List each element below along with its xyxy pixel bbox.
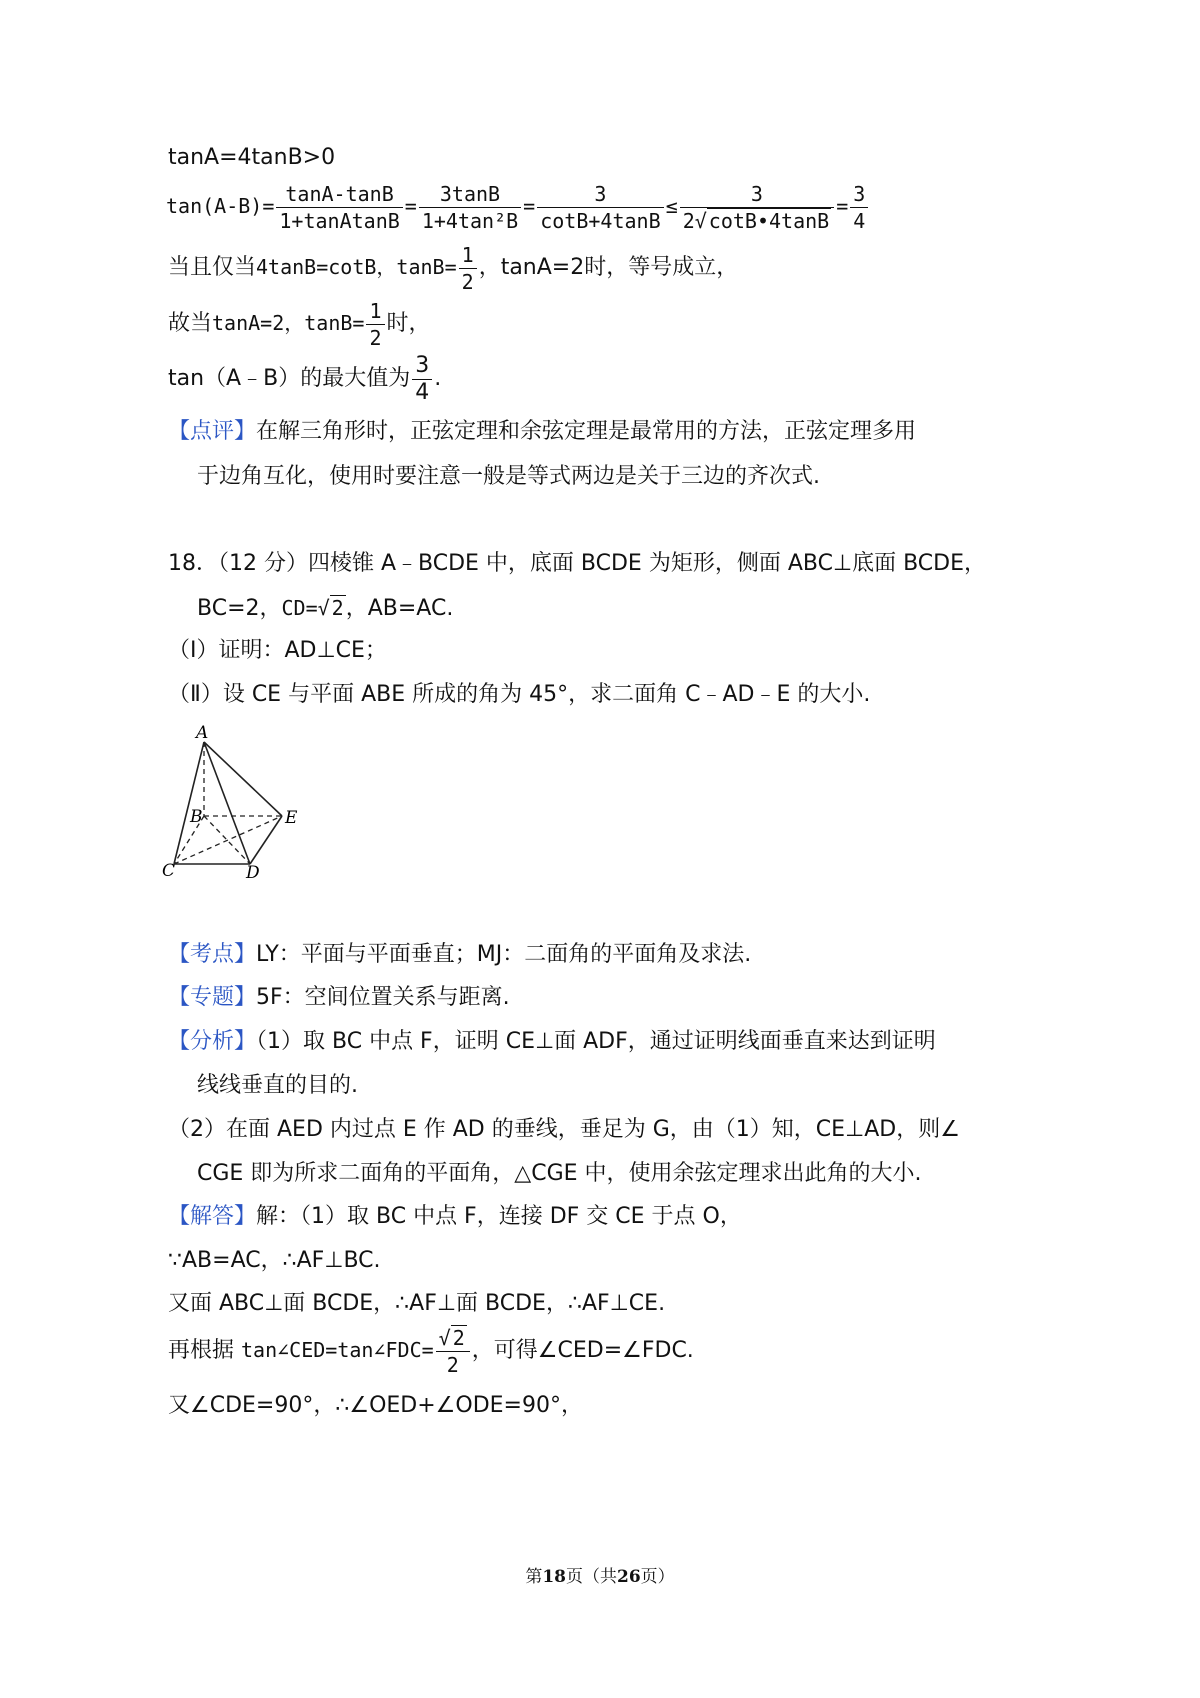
label-C: C: [162, 861, 176, 881]
sqrt-sign: √ 2: [438, 1325, 465, 1350]
eq-tanA: tanA=4tanB>0: [168, 145, 336, 170]
total-page-number: 26: [617, 1567, 641, 1587]
page-footer: 第18页（共26页）: [525, 1567, 675, 1587]
comment-line-2: 于边角互化，使用时要注意一般是等式两边是关于三边的齐次式.: [197, 464, 820, 489]
text-line-1: [168, 142, 335, 174]
question-18-part-1: （Ⅰ）证明：AD⊥CE；: [168, 638, 387, 663]
question-18-line-1: 18．（12 分）四棱锥 A﹣BCDE 中，底面 BCDE 为矩形，侧面 ABC⊥底面 BCDE，: [168, 551, 986, 576]
fraction-3: $\frac{3}{\cot B+4\tan B}$: [537, 181, 663, 234]
fenxi-tag: 【分析】: [168, 1029, 257, 1054]
question-18-part-2: （Ⅱ）设 CE 与平面 ABE 所成的角为 45°，求二面角 C﹣AD﹣E 的大小.: [168, 682, 871, 707]
sqrt-sign: √ 2: [317, 596, 344, 620]
fenxi-line-1: 【分析】（1）取 BC 中点 F，证明 CE⊥面 ADF，通过证明线面垂直来达到证明: [168, 1029, 936, 1054]
text-line-5: tan（A﹣B）的最大值为 $\frac{3}{4}$ .: [168, 352, 442, 405]
fraction-sqrt2-over-2: $\frac{√ 2}{2}$: [436, 1325, 470, 1378]
zhuanti-tag: 【专题】: [168, 985, 257, 1010]
edge-AE: [204, 742, 282, 816]
fenxi-line-4: CGE 即为所求二面角的平面角，△CGE 中，使用余弦定理求出此角的大小.: [197, 1161, 922, 1186]
kaodian-tag: 【考点】: [168, 942, 257, 967]
fraction-5: $\frac{3}{4}$: [850, 181, 868, 234]
fraction-half-2: $\frac{1}{2}$: [366, 298, 384, 351]
zhuanti-line: 【专题】5F：空间位置关系与距离.: [168, 985, 510, 1010]
fraction-1: $\frac{\tan A-\tan B}{\text{1+tanAtanB}}$: [276, 181, 402, 234]
pyramid-figure: [158, 722, 318, 882]
edge-AD: [204, 742, 250, 864]
fraction-three-quarters: $\frac{3}{4}$: [412, 353, 432, 406]
comment-line-1: 【点评】在解三角形时，正弦定理和余弦定理是最常用的方法，正弦定理多用: [168, 419, 917, 444]
text-line-3: 当且仅当4tanB=cotB，tanB= $\frac{1}{2}$ ，tanA=2时，等号成立，: [168, 242, 739, 294]
fraction-4: $\frac{3}{2√ \cot B•4\tan B}$: [680, 181, 835, 234]
jieda-line-5: 又∠CDE=90°，∴∠OED+∠ODE=90°，: [168, 1393, 583, 1418]
jieda-line-4: 再根据 tan∠CED=tan∠FDC= $\frac{√ 2}{2}$ ，可得∠CED=∠FDC.: [168, 1325, 694, 1377]
jieda-line-2: ∵AB=AC，∴AF⊥BC.: [168, 1248, 381, 1273]
label-A: A: [196, 723, 209, 743]
label-D: D: [246, 863, 260, 882]
comment-tag: 【点评】: [168, 419, 257, 444]
question-18-line-2: BC=2，CD=√ 2，AB=AC.: [197, 592, 453, 625]
text-line-4: 故当tanA=2，tanB= $\frac{1}{2}$ 时，: [168, 298, 431, 350]
edge-AC: [174, 742, 204, 864]
jieda-tag: 【解答】: [168, 1204, 257, 1229]
text-line-2: tan(A-B)= $\frac{\tan A-\tan B}{\text{1+tanAtanB}}$ = $\frac{3\tan B}{\text{1+4tan²B}}$ = $\frac{3}{\cot B+4\tan B}$ ≤ $\frac{3}{2√ \cot B•4\tan B}$ = $\frac{3}{4}$: [166, 178, 870, 234]
sqrt-sign: √ cotB•4tanB: [694, 209, 830, 233]
jieda-line-1: 【解答】解：（1）取 BC 中点 F，连接 DF 交 CE 于点 O，: [168, 1204, 742, 1229]
current-page-number: 18: [542, 1567, 566, 1587]
label-E: E: [285, 808, 298, 828]
fraction-half: $\frac{1}{2}$: [459, 242, 477, 295]
jieda-line-3: 又面 ABC⊥面 BCDE，∴AF⊥面 BCDE，∴AF⊥CE.: [168, 1291, 666, 1316]
fenxi-line-2: 线线垂直的目的.: [197, 1073, 358, 1098]
label-B: B: [190, 807, 203, 827]
eq-lhs: tan(A-B)=: [166, 194, 275, 218]
kaodian-line: 【考点】LY：平面与平面垂直；MJ：二面角的平面角及求法.: [168, 942, 752, 967]
fenxi-line-3: （2）在面 AED 内过点 E 作 AD 的垂线，垂足为 G，由（1）知，CE⊥AD，则∠: [168, 1117, 960, 1142]
fraction-2: $\frac{3\tan B}{\text{1+4tan²B}}$: [419, 181, 521, 234]
